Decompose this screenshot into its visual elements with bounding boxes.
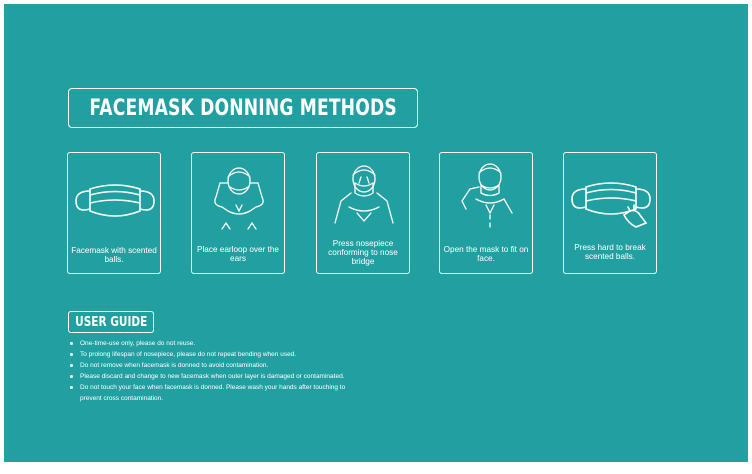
- guide-item: One-time-use only, please do not reuse.: [70, 338, 490, 349]
- step-label-5: Press hard to break scented balls.: [574, 243, 646, 261]
- page-title: FACEMASK DONNING METHODS: [89, 95, 397, 121]
- step-card-3: [316, 152, 410, 274]
- instruction-panel: [4, 4, 748, 462]
- user-guide-frame: [68, 311, 154, 333]
- step-label-2: Place earloop over the ears: [197, 245, 279, 263]
- step-card-4: [439, 152, 533, 274]
- bullet-icon: [70, 386, 73, 389]
- step-card-1: [67, 152, 161, 274]
- step-label-3: Press nosepiece conforming to nose bridge: [328, 239, 398, 266]
- title-frame: [68, 88, 418, 128]
- guide-item: Do not touch your face when facemask is donned. Please wash your hands after touching to: [70, 382, 490, 393]
- guide-item: To prolong lifespan of nosepiece, please do not repeat bending when used.: [70, 349, 490, 360]
- user-guide-heading: USER GUIDE: [74, 314, 148, 330]
- user-guide-list: [70, 338, 490, 404]
- step-label-1: Facemask with scented balls.: [71, 246, 157, 264]
- step-card-5: [563, 152, 657, 274]
- bullet-icon: [70, 342, 73, 345]
- step-card-2: [191, 152, 285, 274]
- bullet-icon: [70, 375, 73, 378]
- bullet-icon: [70, 364, 73, 367]
- guide-item: Do not remove when facemask is donned to avoid contamination.: [70, 360, 490, 371]
- bullet-icon: [70, 353, 73, 356]
- guide-item-continuation: prevent cross contamination.: [80, 395, 164, 402]
- guide-item: Please discard and change to new facemask when outer layer is damaged or contaminated.: [70, 371, 490, 382]
- step-label-4: Open the mask to fit on face.: [443, 245, 529, 263]
